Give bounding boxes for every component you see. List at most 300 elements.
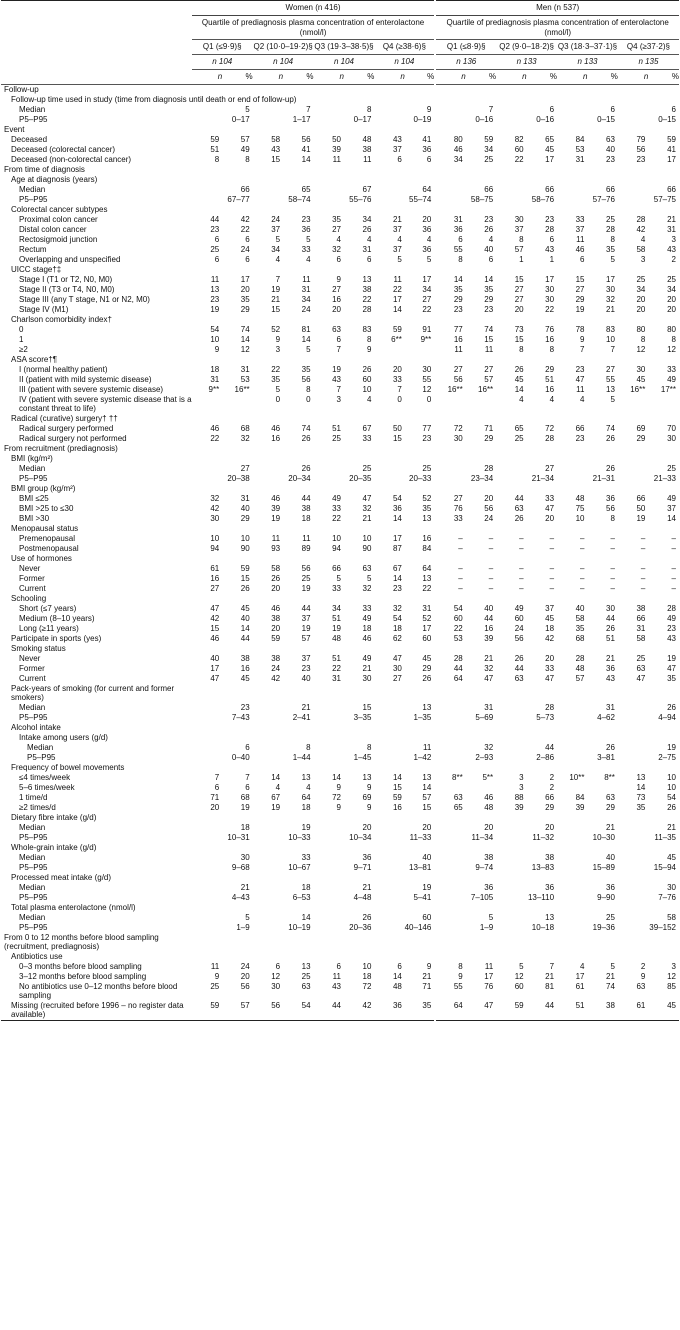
count-cell: 49 [514,603,524,613]
percent-cell: 8 [610,234,615,244]
row-label: P5–P95 [19,922,48,932]
count-cell [557,783,587,793]
stat-cell: 8 [366,104,372,114]
percent-cell: 21 [484,653,494,663]
percent-cell: 2 [549,772,555,782]
table-row [1,325,679,335]
count-cell: 23 [392,583,402,593]
stat-cell: 8 [366,742,372,752]
percent-cell: 66 [545,792,555,802]
count-cell: 15 [514,274,524,284]
count-cell: 46 [210,423,220,433]
stat-cell: 9–68 [231,862,250,872]
count-cell: 44 [314,1001,344,1021]
percent-cell: 35 [422,503,432,513]
count-cell: 4 [580,961,585,971]
count-cell: – [580,563,585,573]
stat-cell: 66 [240,184,250,194]
percent-cell: 59 [240,563,250,573]
percent-cell: 1 [549,254,555,264]
row-label: BMI >30 [19,513,50,523]
count-cell: 56 [253,1001,283,1021]
stat-cell: 5–69 [435,713,496,723]
percent-cell: 45 [422,653,432,663]
percent-cell: 16** [478,384,494,394]
stat-cell: 21 [362,882,372,892]
percent-cell: 57 [222,1001,252,1021]
count-cell: 6 [336,254,341,264]
percent-cell: 31 [362,244,372,254]
table-row [1,624,679,634]
stat-cell: 21–33 [653,473,676,483]
count-cell: 34 [271,244,281,254]
percent-cell: 17** [660,384,676,394]
count-cell: 29 [575,294,585,304]
count-cell: 50 [636,503,646,513]
count-cell: 20 [392,364,402,374]
count-cell: 37 [271,224,281,234]
count-cell [435,395,465,414]
count-cell: 45 [636,374,646,384]
percent-cell: 36 [422,144,432,154]
percent-cell: 26 [667,802,676,812]
percent-cell: – [671,583,676,593]
stat-cell: 19 [667,742,676,752]
percent-cell: 11 [363,154,372,164]
count-cell: 25 [636,653,646,663]
percent-cell: 80 [667,324,676,334]
count-cell: 9 [336,802,341,812]
percent-cell: 19 [240,802,250,812]
percent-cell: 17 [545,274,555,284]
count-cell: 27 [575,284,585,294]
percent-cell [587,783,617,793]
table-row [1,833,679,843]
stat-cell: 66 [435,185,496,195]
percent-cell: 76 [484,981,494,991]
stat-cell: 4–48 [353,892,372,902]
count-cell: 27 [435,494,465,504]
table-row [1,524,679,534]
stat-cell: 5 [435,913,496,923]
percent-cell: 10 [362,533,372,543]
count-cell: 47 [636,673,646,683]
percent-cell: 26 [362,364,372,374]
count-cell: – [640,543,646,553]
table-row [1,923,679,933]
count-cell: 14 [435,275,465,285]
count-cell: 9 [435,972,465,982]
stat-cell: 5–73 [536,712,555,722]
count-cell: 16 [332,294,341,304]
count-cell: 23 [575,433,585,443]
stat-cell: 11 [422,742,432,752]
percent-cell: 35 [606,244,615,254]
table-row [1,115,679,125]
percent-cell: 72 [545,423,555,433]
percent-cell: 14 [240,334,250,344]
percent-cell: 44 [484,613,494,623]
percent-cell: 24 [484,513,494,523]
count-cell: 87 [392,543,402,553]
percent-cell: 25 [484,154,494,164]
percent-cell: 18 [362,971,372,981]
table-row [1,634,679,644]
count-cell: 93 [271,543,281,553]
percent-cell: 56 [301,374,311,384]
count-cell: 40 [575,603,585,613]
men-quartile-3: Q3 (18·3–37·1)§ [557,40,618,55]
row-label: 0 [19,324,24,334]
count-cell: 17 [575,971,585,981]
row-label: Median [19,184,46,194]
stat-cell: 58–76 [531,194,555,204]
percent-cell: – [610,543,615,553]
percent-cell: 0 [426,394,432,404]
count-cell: 32 [392,603,402,613]
percent-cell: – [671,563,676,573]
stat-cell: 39–152 [649,922,676,932]
stat-cell: 0–15 [658,114,676,124]
stat-cell: 40–146 [404,922,432,932]
row-label: Participate in sports (yes) [11,633,102,643]
count-cell: 44 [514,663,524,673]
stat-cell: 1–45 [353,752,372,762]
count-cell: 76 [435,504,465,514]
stat-cell: 38 [545,852,555,862]
percent-cell: 45 [545,613,555,623]
count-cell: 78 [575,324,585,334]
count-cell: 66 [636,493,646,503]
percent-cell: 7 [549,961,555,971]
count-cell: 31 [210,374,220,384]
percent-cell: 19 [667,653,676,663]
percent-cell: 41 [422,134,432,144]
percent-cell: 5** [482,772,494,782]
percent-cell: 30 [606,603,615,613]
women-quartile-1: Q1 (≤9·9)§ [192,40,253,55]
percent-cell: 28 [545,224,555,234]
percent-cell: 17 [240,274,250,284]
count-cell: 27 [210,583,220,593]
count-cell: 15 [210,623,220,633]
row-label: BMI ≤25 [19,493,49,503]
percent-cell: 37 [301,653,311,663]
table-row [1,434,679,444]
stat-cell: 11–35 [654,832,676,842]
percent-cell: – [549,583,555,593]
women-quartile-3: Q3 (19·3–38·5)§ [314,40,375,55]
count-cell: 6 [336,334,341,344]
stat-cell: 66 [606,184,615,194]
section-label: Total plasma enterolactone (nmol/l) [11,902,136,912]
section-label: Menopausal status [11,523,79,533]
stat-cell: 57–75 [653,194,676,204]
percent-cell: 30 [667,433,676,443]
percent-cell: 8 [671,334,676,344]
percent-cell: 29 [545,364,555,374]
count-cell: 73 [636,792,646,802]
row-label: Stage II (T3 or T4, N0, M0) [19,284,115,294]
count-cell: 11 [435,345,465,355]
table-row [1,255,679,265]
table-row [1,873,679,883]
percent-cell: 36 [606,493,615,503]
table-row [1,175,679,185]
stat-cell: 1–9 [236,922,250,932]
percent-cell: 65 [545,134,555,144]
stat-cell: 3–81 [597,752,615,762]
table-row [1,305,679,315]
characteristics-table [1,0,679,1021]
col-n-label: n [253,69,283,84]
row-label: Deceased (non-colorectal cancer) [11,154,132,164]
count-cell: 14 [636,782,646,792]
row-label: Radical surgery performed [19,423,114,433]
section-label: From time of diagnosis [4,164,85,174]
count-cell: 22 [435,624,465,634]
count-cell: 58 [636,244,646,254]
count-cell: 54 [392,493,402,503]
count-cell: 9 [336,274,341,284]
count-cell: 35 [435,285,465,295]
stat-cell: 25 [362,463,372,473]
percent-cell: 27 [606,364,615,374]
count-cell: 61 [618,1001,648,1021]
percent-cell: 26 [422,673,432,683]
count-cell: 25 [636,274,646,284]
table-row [1,295,679,305]
count-cell: 16** [435,385,465,395]
percent-cell: 91 [422,324,432,334]
percent-cell: 47 [484,673,494,683]
percent-cell: 33 [362,603,372,613]
percent-cell: 38 [362,284,372,294]
percent-cell: 43 [667,633,676,643]
women-n-4: n 104 [374,54,435,69]
count-cell: 10 [332,533,341,543]
table-row [1,823,679,833]
men-header: Men (n 537) [435,1,679,16]
percent-cell: 45 [240,603,250,613]
stat-cell: 25 [606,912,615,922]
count-cell: 9 [640,971,646,981]
count-cell: 37 [575,224,585,234]
percent-cell: 15 [422,802,432,812]
count-cell: 14 [392,772,402,782]
count-cell: 20 [210,802,220,812]
table-row [1,385,679,395]
stat-cell: 9 [426,104,432,114]
count-cell: 42 [210,503,220,513]
percent-cell: 16 [484,623,494,633]
count-cell: 34 [332,603,341,613]
women-quartile-4: Q4 (≥38·6)§ [374,40,435,55]
percent-cell: 12 [667,344,676,354]
count-cell: 39 [271,503,281,513]
count-cell: 42 [271,673,281,683]
section-label: Antibiotics use [11,951,63,961]
count-cell: – [435,544,465,554]
percent-cell: 16 [240,663,250,673]
count-cell: 15 [392,782,402,792]
stat-cell: 11–32 [532,832,555,842]
stat-cell: 18 [240,822,250,832]
row-label: Median [19,882,46,892]
count-cell: 80 [435,135,465,145]
percent-cell: 56 [240,981,250,991]
count-cell: 59 [192,1001,222,1021]
column-label-row [1,69,679,84]
stat-cell: 65 [301,184,311,194]
count-cell: 7 [397,384,402,394]
count-cell: 38 [271,653,281,663]
percent-cell: 21 [606,971,615,981]
section-label: Schooling [11,593,47,603]
table-row [1,444,679,454]
percent-cell: 40 [301,673,311,683]
percent-cell: 45 [545,144,555,154]
percent-cell: 30 [422,364,432,374]
stat-cell: 6 [549,104,555,114]
count-cell: 31 [332,673,341,683]
percent-cell: 74 [606,981,615,991]
percent-cell: – [488,583,494,593]
percent-cell: 32 [484,663,494,673]
stat-cell: 7 [435,105,496,115]
stat-cell: 10–18 [531,922,555,932]
percent-cell: 70 [667,423,676,433]
percent-cell: 52 [422,613,432,623]
stat-cell: 40 [422,852,432,862]
count-cell: 21 [271,294,281,304]
count-cell: 11 [210,961,220,971]
count-cell: 43 [271,144,281,154]
row-label: Former [19,663,45,673]
stat-cell: 10–34 [349,832,372,842]
percent-cell: 5 [610,254,615,264]
count-cell: 20 [271,583,281,593]
percent-cell: 38 [587,1001,617,1021]
stat-cell: 64 [422,184,432,194]
percent-cell: 12 [240,344,250,354]
table-row [1,484,679,494]
count-cell: 1 [519,254,524,264]
count-cell: 3 [640,254,646,264]
percent-cell: 48 [484,802,494,812]
count-cell: 60 [514,144,524,154]
percent-cell: 67 [362,423,372,433]
percent-cell: 21 [362,663,372,673]
percent-cell: 10 [362,384,372,394]
percent-cell: 8** [604,772,615,782]
table-row [1,893,679,903]
count-cell: 54 [210,324,220,334]
percent-cell: 4 [426,234,432,244]
count-cell: 36 [435,225,465,235]
table-row [1,972,679,982]
stat-cell: 21 [606,822,615,832]
count-cell: 17 [210,663,220,673]
table-row [1,365,679,375]
count-cell: 63 [636,663,646,673]
men-quartile-1: Q1 (≤8·9)§ [435,40,496,55]
percent-cell: 36 [422,244,432,254]
count-cell: 66 [575,423,585,433]
count-cell: 37 [392,244,402,254]
count-cell: 15 [271,154,281,164]
percent-cell: 34 [484,144,494,154]
table-row [1,594,679,604]
percent-cell: 34 [667,284,676,294]
stat-cell: 18 [301,882,311,892]
table-row [1,84,679,95]
count-cell: 80 [636,324,646,334]
count-cell: 4 [336,234,341,244]
percent-cell: 33 [667,364,676,374]
percent-cell: 64 [301,792,311,802]
stat-cell: 7–43 [231,712,250,722]
col-n-label: n [557,69,587,84]
percent-cell: 21 [422,971,432,981]
stat-cell: 38 [435,853,496,863]
count-cell: – [580,583,585,593]
section-label: Processed meat intake (g/d) [11,872,112,882]
count-cell: 94 [210,543,220,553]
count-cell: 14 [392,513,402,523]
count-cell: 14 [392,573,402,583]
stat-cell: 44 [545,742,555,752]
percent-cell: 44 [301,603,311,613]
count-cell: 8 [519,344,524,354]
percent-cell: 22 [422,583,432,593]
stat-cell: 27 [240,463,250,473]
section-label: From 0 to 12 months before blood sampling (recruitment, prediagnosis) [4,932,159,951]
section-label: Radical (curative) surgery† †† [11,413,118,423]
percent-cell: 35 [484,284,494,294]
row-label: P5–P95 [19,832,48,842]
count-cell: 4 [397,234,402,244]
percent-cell: 18 [301,513,311,523]
count-cell: 22 [332,513,341,523]
count-cell: 26 [514,513,524,523]
count-cell: 39 [514,802,524,812]
stat-cell: 9–74 [435,863,496,873]
table-row [1,723,679,733]
count-cell: 6 [397,961,402,971]
count-cell: 6 [214,782,220,792]
count-cell: 51 [557,1001,587,1021]
count-cell: 69 [636,423,646,433]
percent-cell: 30 [545,284,555,294]
row-label: Median [19,822,46,832]
count-cell: 4 [640,234,646,244]
percent-cell: 17 [606,274,615,284]
women-quartile-caption: Quartile of prediagnosis plasma concentration of enterolactone (nmol/l) [192,16,436,40]
percent-cell: 15 [240,573,250,583]
stat-cell: 55–74 [409,194,432,204]
count-cell: 19 [271,802,281,812]
table-body [1,84,679,1020]
table-row [1,375,679,385]
percent-cell: 34 [301,294,311,304]
table-row [1,315,679,325]
percent-cell: 85 [667,981,676,991]
count-cell: 47 [210,603,220,613]
stat-cell: 20–38 [227,473,250,483]
count-cell: 3 [519,782,524,792]
stat-cell: 5–41 [413,892,432,902]
